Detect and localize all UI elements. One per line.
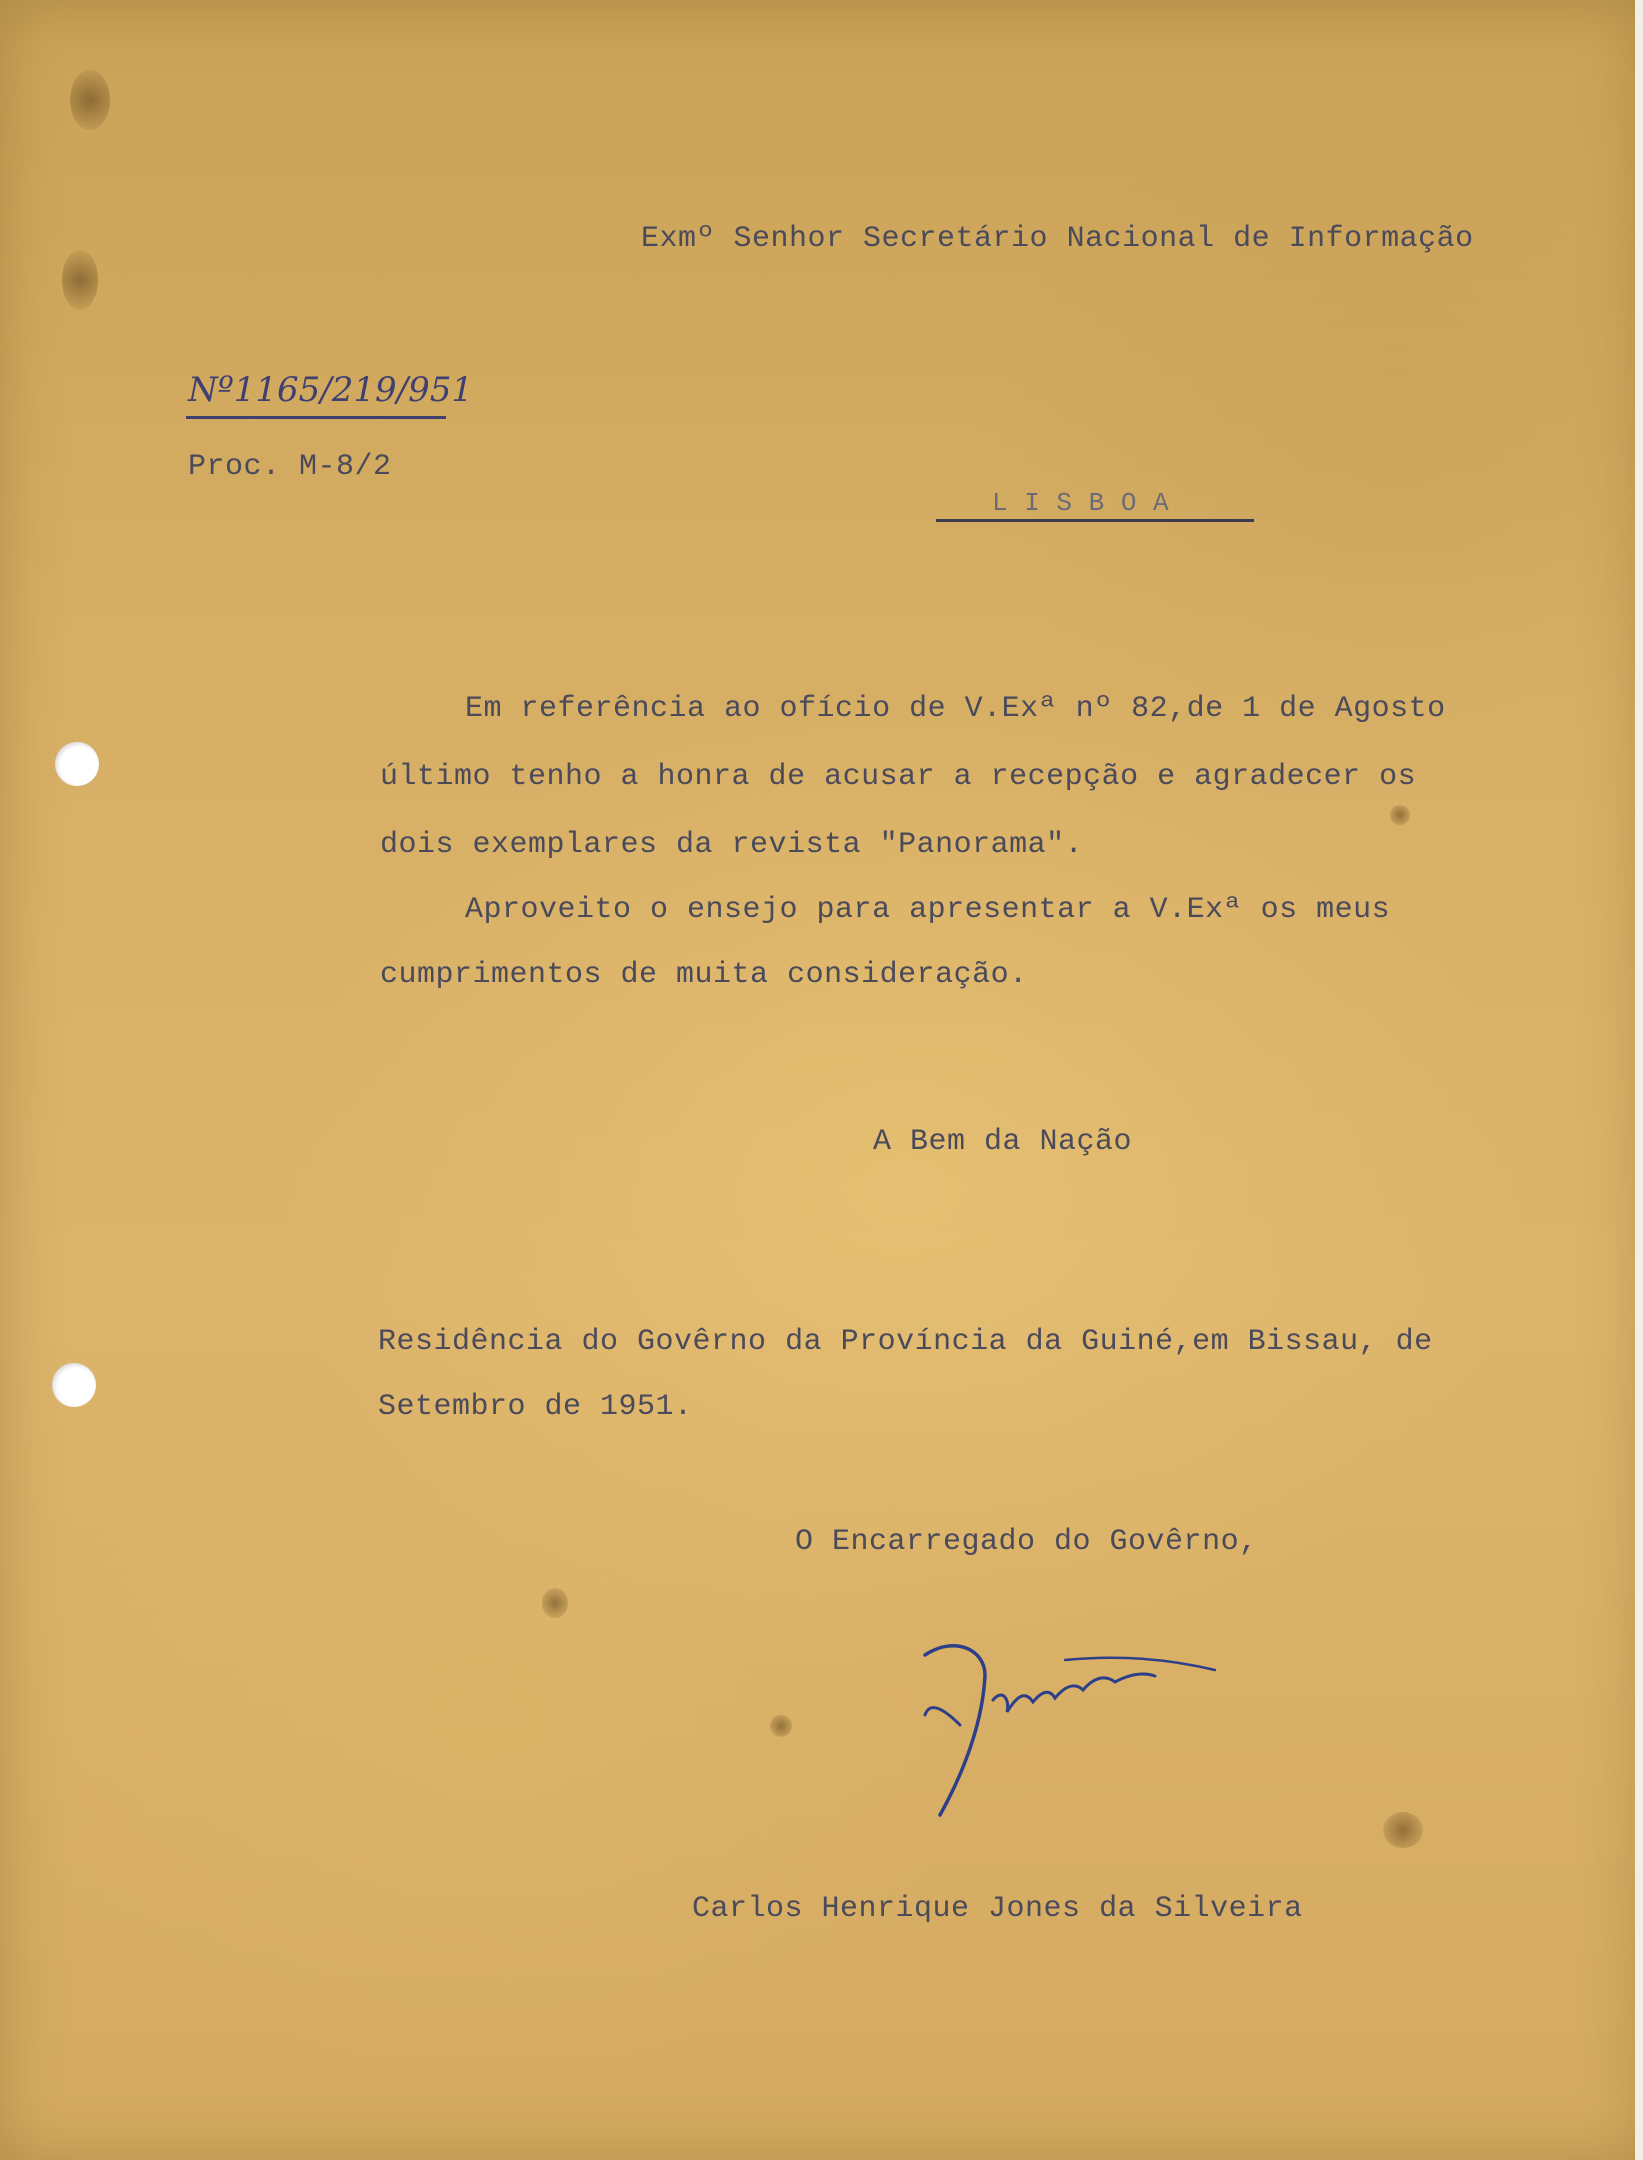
place-date-line-2: Setembro de 1951. [378, 1390, 693, 1424]
body-line-1: Em referência ao ofício de V.Exª nº 82,de 1 de Agosto [465, 692, 1446, 726]
stain-mark [1390, 805, 1410, 825]
process-number: Proc. M-8/2 [188, 450, 392, 484]
destination-city: L I S B O A [992, 488, 1170, 518]
reference-underline [186, 416, 446, 419]
stain-mark [770, 1715, 792, 1737]
body-line-3: dois exemplares da revista "Panorama". [380, 828, 1084, 862]
place-date-line-1: Residência do Govêrno da Província da Guiné,em Bissau, de [378, 1325, 1433, 1359]
body-line-5: cumprimentos de muita consideração. [380, 958, 1028, 992]
stain-mark [62, 250, 98, 310]
stain-mark [542, 1588, 568, 1618]
handwritten-signature [915, 1630, 1255, 1830]
body-line-4: Aproveito o ensejo para apresentar a V.Exª os meus [465, 893, 1391, 927]
punch-hole [52, 1363, 96, 1407]
stain-mark [70, 70, 110, 130]
city-underline [936, 519, 1254, 522]
punch-hole [55, 742, 99, 786]
reference-number: Nº1165/219/951 [188, 370, 473, 410]
signatory-title: O Encarregado do Govêrno, [795, 1525, 1258, 1559]
addressee-line: Exmº Senhor Secretário Nacional de Informação [641, 222, 1474, 256]
closing-salutation: A Bem da Nação [873, 1125, 1133, 1159]
scan-margin [1635, 0, 1643, 2160]
stain-mark [1383, 1812, 1423, 1848]
body-line-2: último tenho a honra de acusar a recepção e agradecer os [380, 760, 1417, 794]
signatory-name: Carlos Henrique Jones da Silveira [692, 1892, 1303, 1926]
